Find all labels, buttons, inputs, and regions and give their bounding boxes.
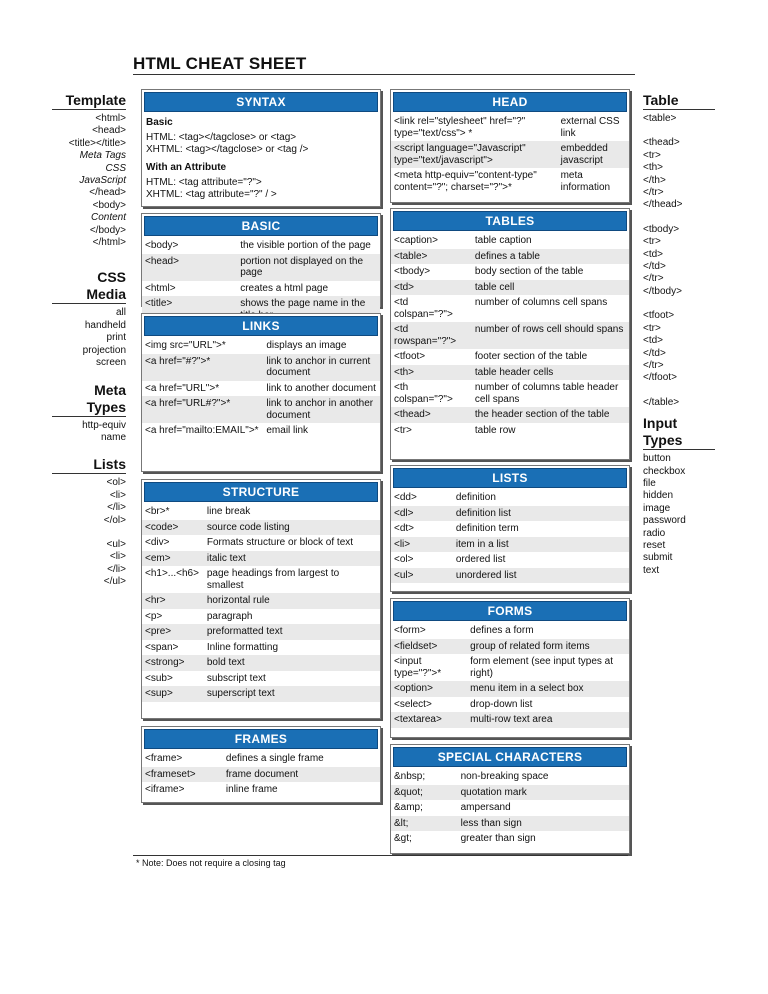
lists-header: LISTS: [393, 468, 627, 488]
description-cell: displays an image: [266, 340, 347, 351]
lists-item: <li>: [109, 551, 126, 563]
description-cell: page headings from largest to smallest: [206, 568, 340, 591]
description-cell: less than sign: [458, 816, 629, 832]
tag-cell: <option>: [391, 681, 467, 697]
basic-table: [142, 238, 380, 323]
description-cell: defines a single frame: [225, 753, 324, 764]
table-row: [142, 504, 380, 520]
description-cell: unordered list: [453, 568, 629, 584]
input-types-heading-2: Types: [643, 432, 715, 450]
description-cell: ordered list: [455, 554, 506, 565]
lists-item: </ul>: [103, 576, 126, 588]
table-row: [391, 785, 629, 801]
table-row: [391, 233, 629, 249]
table-row: [142, 686, 380, 702]
tag-cell: <code>: [142, 520, 204, 536]
table-row: [391, 114, 629, 141]
syntax-header: SYNTAX: [144, 92, 378, 112]
tag-cell: <th>: [391, 365, 472, 381]
structure-table: [142, 504, 380, 702]
table-row: [142, 535, 380, 551]
table-tag-item: <tr>: [643, 236, 661, 248]
table-row: [142, 624, 380, 640]
description-cell: definition list: [453, 506, 629, 522]
input-type-item: password: [643, 515, 686, 527]
description-cell: group of related form items: [467, 639, 629, 655]
tag-cell: <dd>: [394, 492, 417, 503]
input-type-item: hidden: [643, 490, 674, 502]
tag-cell: <caption>: [394, 235, 438, 246]
description-cell: form element (see input types at right): [470, 656, 614, 679]
table-row: [391, 816, 629, 832]
css-media-heading-2: Media: [52, 286, 126, 304]
table-row: [391, 168, 629, 195]
template-item: </body>: [89, 224, 126, 236]
input-type-item: submit: [643, 552, 673, 564]
description-cell: email link: [266, 425, 309, 436]
description-cell: menu item in a select box: [467, 681, 629, 697]
table-row: [391, 521, 629, 537]
description-cell: drop-down list: [470, 698, 533, 710]
table-row: [391, 681, 629, 697]
table-row: [391, 365, 629, 381]
tag-cell: &lt;: [391, 816, 458, 832]
table-tag-item: </table>: [643, 396, 680, 408]
table-tag-item: <tr>: [643, 322, 661, 334]
lists-item: <li>: [109, 489, 126, 501]
tag-cell: <tbody>: [394, 266, 431, 277]
template-item: <html>: [95, 113, 126, 124]
description-cell: external CSS link: [560, 116, 620, 139]
tag-cell: <h1>...<h6>: [145, 568, 199, 579]
template-item: </html>: [92, 237, 126, 249]
tag-cell: <br>*: [145, 506, 170, 517]
description-cell: inline frame: [225, 784, 278, 795]
syntax-basic-html: HTML: <tag></tagclose> or <tag>: [146, 132, 297, 144]
tag-cell: <fieldset>: [391, 639, 467, 655]
template-item: <body>: [92, 199, 126, 211]
description-cell: definition: [455, 492, 496, 503]
table-row: [142, 566, 380, 593]
table-row: [142, 655, 380, 671]
lists-item: </li>: [107, 502, 126, 514]
input-type-item: image: [643, 502, 671, 514]
css-media-item: print: [106, 332, 126, 344]
table-row: [391, 537, 629, 553]
description-cell: body section of the table: [474, 266, 584, 277]
tag-cell: <td>: [391, 280, 472, 296]
description-cell: the header section of the table: [472, 407, 629, 423]
tag-cell: <a href="#?">*: [142, 354, 263, 381]
table-row: [391, 322, 629, 349]
tag-cell: &nbsp;: [394, 771, 426, 782]
tag-cell: <dt>: [394, 523, 415, 534]
description-cell: definition term: [455, 523, 519, 534]
tag-cell: &gt;: [394, 833, 412, 844]
input-type-item: button: [643, 453, 671, 465]
syntax-box: [141, 89, 381, 207]
table-row: [391, 380, 629, 407]
description-cell: link to another document: [266, 382, 376, 394]
table-row: [142, 640, 380, 656]
description-cell: number of columns cell spans: [474, 297, 608, 308]
table-row: [142, 782, 380, 798]
description-cell: portion not displayed on the page: [237, 254, 380, 281]
syntax-attr-html: HTML: <tag attribute="?">: [146, 176, 262, 188]
description-cell: ampersand: [460, 802, 511, 813]
table-tag-item: </tr>: [643, 359, 664, 371]
description-cell: defines a form: [470, 625, 534, 636]
table-row: [142, 254, 380, 281]
tag-cell: <a href="URL">*: [145, 382, 220, 394]
table-tag-item: </tfoot>: [643, 372, 677, 384]
structure-header: STRUCTURE: [144, 482, 378, 502]
meta-type-item: http-equiv: [82, 419, 126, 431]
tag-cell: <strong>: [142, 655, 204, 671]
description-cell: meta information: [560, 170, 611, 193]
tables-table: [391, 233, 629, 438]
description-cell: preformatted text: [204, 624, 380, 640]
template-item: Meta Tags: [79, 150, 126, 162]
forms-header: FORMS: [393, 601, 627, 621]
special-characters-box: [390, 744, 630, 854]
table-row: [391, 295, 629, 322]
tables-header: TABLES: [393, 211, 627, 231]
description-cell: table cell: [472, 280, 629, 296]
table-row: [391, 280, 629, 296]
special-characters-table: [391, 769, 629, 847]
tag-cell: <td rowspan="?">: [391, 322, 472, 349]
tag-cell: <sub>: [145, 672, 173, 684]
page-title: HTML CHEAT SHEET: [133, 54, 307, 73]
input-types-heading-1: Input: [643, 415, 678, 432]
frames-table: [142, 751, 380, 798]
meta-types-items: [52, 420, 126, 445]
lists-box: [390, 465, 630, 592]
table-row: [142, 423, 380, 439]
tag-cell: <pre>: [142, 624, 204, 640]
table-row: [391, 697, 629, 713]
table-tag-item: <th>: [643, 162, 664, 174]
table-tag-item: <thead>: [643, 137, 680, 149]
description-cell: horizontal rule: [204, 593, 380, 609]
description-cell: defines a table: [472, 249, 629, 265]
table-tag-item: </td>: [643, 347, 666, 359]
template-item: <title></title>: [68, 137, 126, 149]
syntax-attr-xhtml: XHTML: <tag attribute="?" / >: [146, 189, 277, 201]
tag-cell: <table>: [391, 249, 472, 265]
tables-box: [390, 208, 630, 460]
description-cell: creates a html page: [240, 282, 329, 294]
tag-cell: <meta http-equiv="content-type" content="?"; charset="?">*: [394, 170, 537, 193]
description-cell: non-breaking space: [460, 771, 549, 782]
template-item: <head>: [92, 125, 126, 137]
tag-cell: <ol>: [394, 554, 414, 565]
table-row: [142, 767, 380, 783]
description-cell: bold text: [204, 655, 380, 671]
special-characters-header: SPECIAL CHARACTERS: [393, 747, 627, 767]
table-row: [391, 769, 629, 785]
description-cell: link to anchor in another document: [263, 396, 380, 423]
tag-cell: <input type="?">*: [394, 656, 442, 679]
table-row: [391, 800, 629, 816]
table-row: [391, 639, 629, 655]
tag-cell: &amp;: [394, 802, 423, 813]
tag-cell: <frame>: [145, 753, 183, 764]
table-tag-item: <td>: [643, 248, 664, 260]
footnote-divider: [133, 855, 628, 856]
table-tag-item: <table>: [643, 113, 677, 124]
table-tag-item: </td>: [643, 261, 666, 273]
tag-cell: <a href="URL#?">*: [142, 396, 263, 423]
table-row: [142, 396, 380, 423]
meta-types-heading-2: Types: [52, 399, 126, 417]
tag-cell: <script language="Javascript" type="text/javascript">: [391, 141, 558, 168]
table-row: [391, 264, 629, 280]
table-row: [391, 249, 629, 265]
table-row: [391, 506, 629, 522]
table-row: [391, 712, 629, 728]
description-cell: source code listing: [204, 520, 380, 536]
description-cell: greater than sign: [460, 833, 536, 844]
description-cell: table header cells: [472, 365, 629, 381]
table-row: [391, 552, 629, 568]
description-cell: item in a list: [453, 537, 629, 553]
lists-item: <ul>: [106, 538, 126, 550]
table-row: [391, 407, 629, 423]
lists-item: </ol>: [103, 514, 126, 526]
tag-cell: <dl>: [391, 506, 453, 522]
tag-cell: <head>: [142, 254, 237, 281]
table-tag-item: </tbody>: [643, 285, 682, 297]
css-media-item: screen: [95, 357, 126, 369]
template-items: [52, 113, 126, 249]
forms-box: [390, 598, 630, 738]
description-cell: number of rows cell should spans: [472, 322, 629, 349]
description-cell: paragraph: [206, 610, 253, 622]
description-cell: Formats structure or block of text: [206, 537, 354, 548]
table-heading: Table: [643, 92, 715, 110]
tag-cell: <select>: [394, 698, 432, 710]
description-cell: the visible portion of the page: [240, 240, 371, 251]
tag-cell: <textarea>: [391, 712, 467, 728]
tag-cell: <html>: [145, 282, 176, 294]
table-tag-item: </tr>: [643, 187, 664, 199]
table-row: [142, 381, 380, 397]
input-type-item: radio: [643, 527, 666, 539]
table-tag-item: <td>: [643, 335, 664, 347]
table-row: [142, 281, 380, 297]
footnote: * Note: Does not require a closing tag: [136, 858, 286, 868]
links-table: [142, 338, 380, 439]
table-row: [391, 831, 629, 847]
input-type-item: text: [643, 564, 660, 576]
lists-ordered-items: [52, 477, 126, 527]
table-row: [142, 609, 380, 625]
description-cell: table row: [474, 424, 516, 436]
description-cell: subscript text: [206, 672, 266, 684]
table-row: [391, 490, 629, 506]
tag-cell: <th colspan="?">: [394, 382, 453, 405]
right-reference-column: [643, 92, 715, 577]
table-row: [391, 141, 629, 168]
tag-cell: <form>: [394, 625, 426, 636]
syntax-basic-xhtml: XHTML: <tag></tagclose> or <tag />: [146, 144, 309, 156]
lists-heading: Lists: [52, 456, 126, 474]
tag-cell: <frameset>: [142, 767, 223, 783]
lists-table: [391, 490, 629, 583]
description-cell: multi-row text area: [467, 712, 629, 728]
left-reference-column: [52, 92, 126, 589]
description-cell: number of columns table header cell spans: [474, 382, 619, 405]
table-row: [391, 654, 629, 681]
tag-cell: <sup>: [142, 686, 204, 702]
tag-cell: <img src="URL">*: [145, 340, 226, 351]
table-tag-item: <tfoot>: [643, 310, 675, 322]
table-row: [142, 751, 380, 767]
table-row: [142, 520, 380, 536]
description-cell: italic text: [204, 551, 380, 567]
description-cell: frame document: [223, 767, 380, 783]
tag-cell: <tr>: [394, 424, 412, 436]
description-cell: footer section of the table: [474, 351, 588, 362]
head-table: [391, 114, 629, 195]
table-items: [643, 113, 715, 409]
description-cell: Inline formatting: [206, 641, 279, 653]
table-tag-item: <tr>: [643, 149, 661, 161]
tag-cell: <em>: [142, 551, 204, 567]
tag-cell: <tfoot>: [394, 351, 426, 362]
description-cell: table caption: [474, 235, 532, 246]
tag-cell: <thead>: [391, 407, 472, 423]
basic-header: BASIC: [144, 216, 378, 236]
css-media-item: all: [115, 307, 126, 319]
tag-cell: <div>: [145, 537, 170, 548]
description-cell: quotation mark: [458, 785, 629, 801]
template-item: CSS: [105, 162, 126, 174]
syntax-basic-label: Basic: [146, 117, 173, 128]
forms-table: [391, 623, 629, 728]
table-tag-item: </thead>: [643, 199, 683, 211]
tag-cell: <link rel="stylesheet" href="?" type="text/css"> *: [394, 116, 526, 139]
tag-cell: <iframe>: [145, 784, 185, 795]
table-row: [142, 593, 380, 609]
frames-header: FRAMES: [144, 729, 378, 749]
input-type-item: reset: [643, 539, 666, 551]
css-media-item: handheld: [84, 319, 126, 331]
tag-cell: <body>: [145, 240, 179, 251]
links-header: LINKS: [144, 316, 378, 336]
meta-type-item: name: [100, 431, 126, 443]
table-row: [391, 623, 629, 639]
head-header: HEAD: [393, 92, 627, 112]
css-media-heading-1: CSS: [97, 269, 126, 286]
table-row: [142, 238, 380, 254]
table-row: [142, 354, 380, 381]
table-row: [142, 671, 380, 687]
lists-item: </li>: [107, 563, 126, 575]
lists-unordered-items: [52, 539, 126, 589]
frames-box: [141, 726, 381, 803]
syntax-attr-label: With an Attribute: [146, 161, 227, 173]
title-divider: [133, 74, 635, 75]
tag-cell: <ul>: [391, 568, 453, 584]
description-cell: superscript text: [204, 686, 380, 702]
tag-cell: <p>: [145, 610, 163, 622]
table-tag-item: </th>: [643, 174, 666, 186]
description-cell: link to anchor in current document: [263, 354, 380, 381]
input-type-item: file: [643, 477, 656, 489]
tag-cell: <a href="mailto:EMAIL">*: [145, 425, 259, 436]
structure-box: [141, 479, 381, 719]
input-type-item: checkbox: [643, 465, 686, 477]
tag-cell: <hr>: [142, 593, 204, 609]
input-types-items: [643, 453, 715, 577]
tag-cell: <td colspan="?">: [394, 297, 453, 320]
description-cell: line break: [206, 506, 251, 517]
meta-types-heading-1: Meta: [94, 381, 126, 398]
template-heading: Template: [52, 92, 126, 110]
table-tag-item: <tbody>: [643, 223, 680, 235]
table-tag-item: </tr>: [643, 273, 664, 285]
description-cell: shows the page name in the: [237, 296, 380, 323]
table-row: [142, 338, 380, 354]
template-item: </head>: [89, 187, 126, 199]
template-item: JavaScript: [79, 175, 126, 187]
tag-cell: <span>: [145, 641, 179, 653]
basic-box: [141, 213, 381, 307]
table-row: [391, 568, 629, 584]
head-box: [390, 89, 630, 203]
table-row: [391, 349, 629, 365]
description-cell: embedded javascript: [558, 141, 629, 168]
links-box: [141, 313, 381, 472]
table-row: [391, 423, 629, 439]
template-item: Content: [90, 212, 126, 224]
tag-cell: &quot;: [391, 785, 458, 801]
table-row: [142, 551, 380, 567]
tag-cell: <li>: [391, 537, 453, 553]
lists-item: <ol>: [106, 477, 126, 489]
tag-cell: <title>: [142, 296, 237, 323]
css-media-items: [52, 307, 126, 369]
css-media-item: projection: [82, 344, 126, 356]
